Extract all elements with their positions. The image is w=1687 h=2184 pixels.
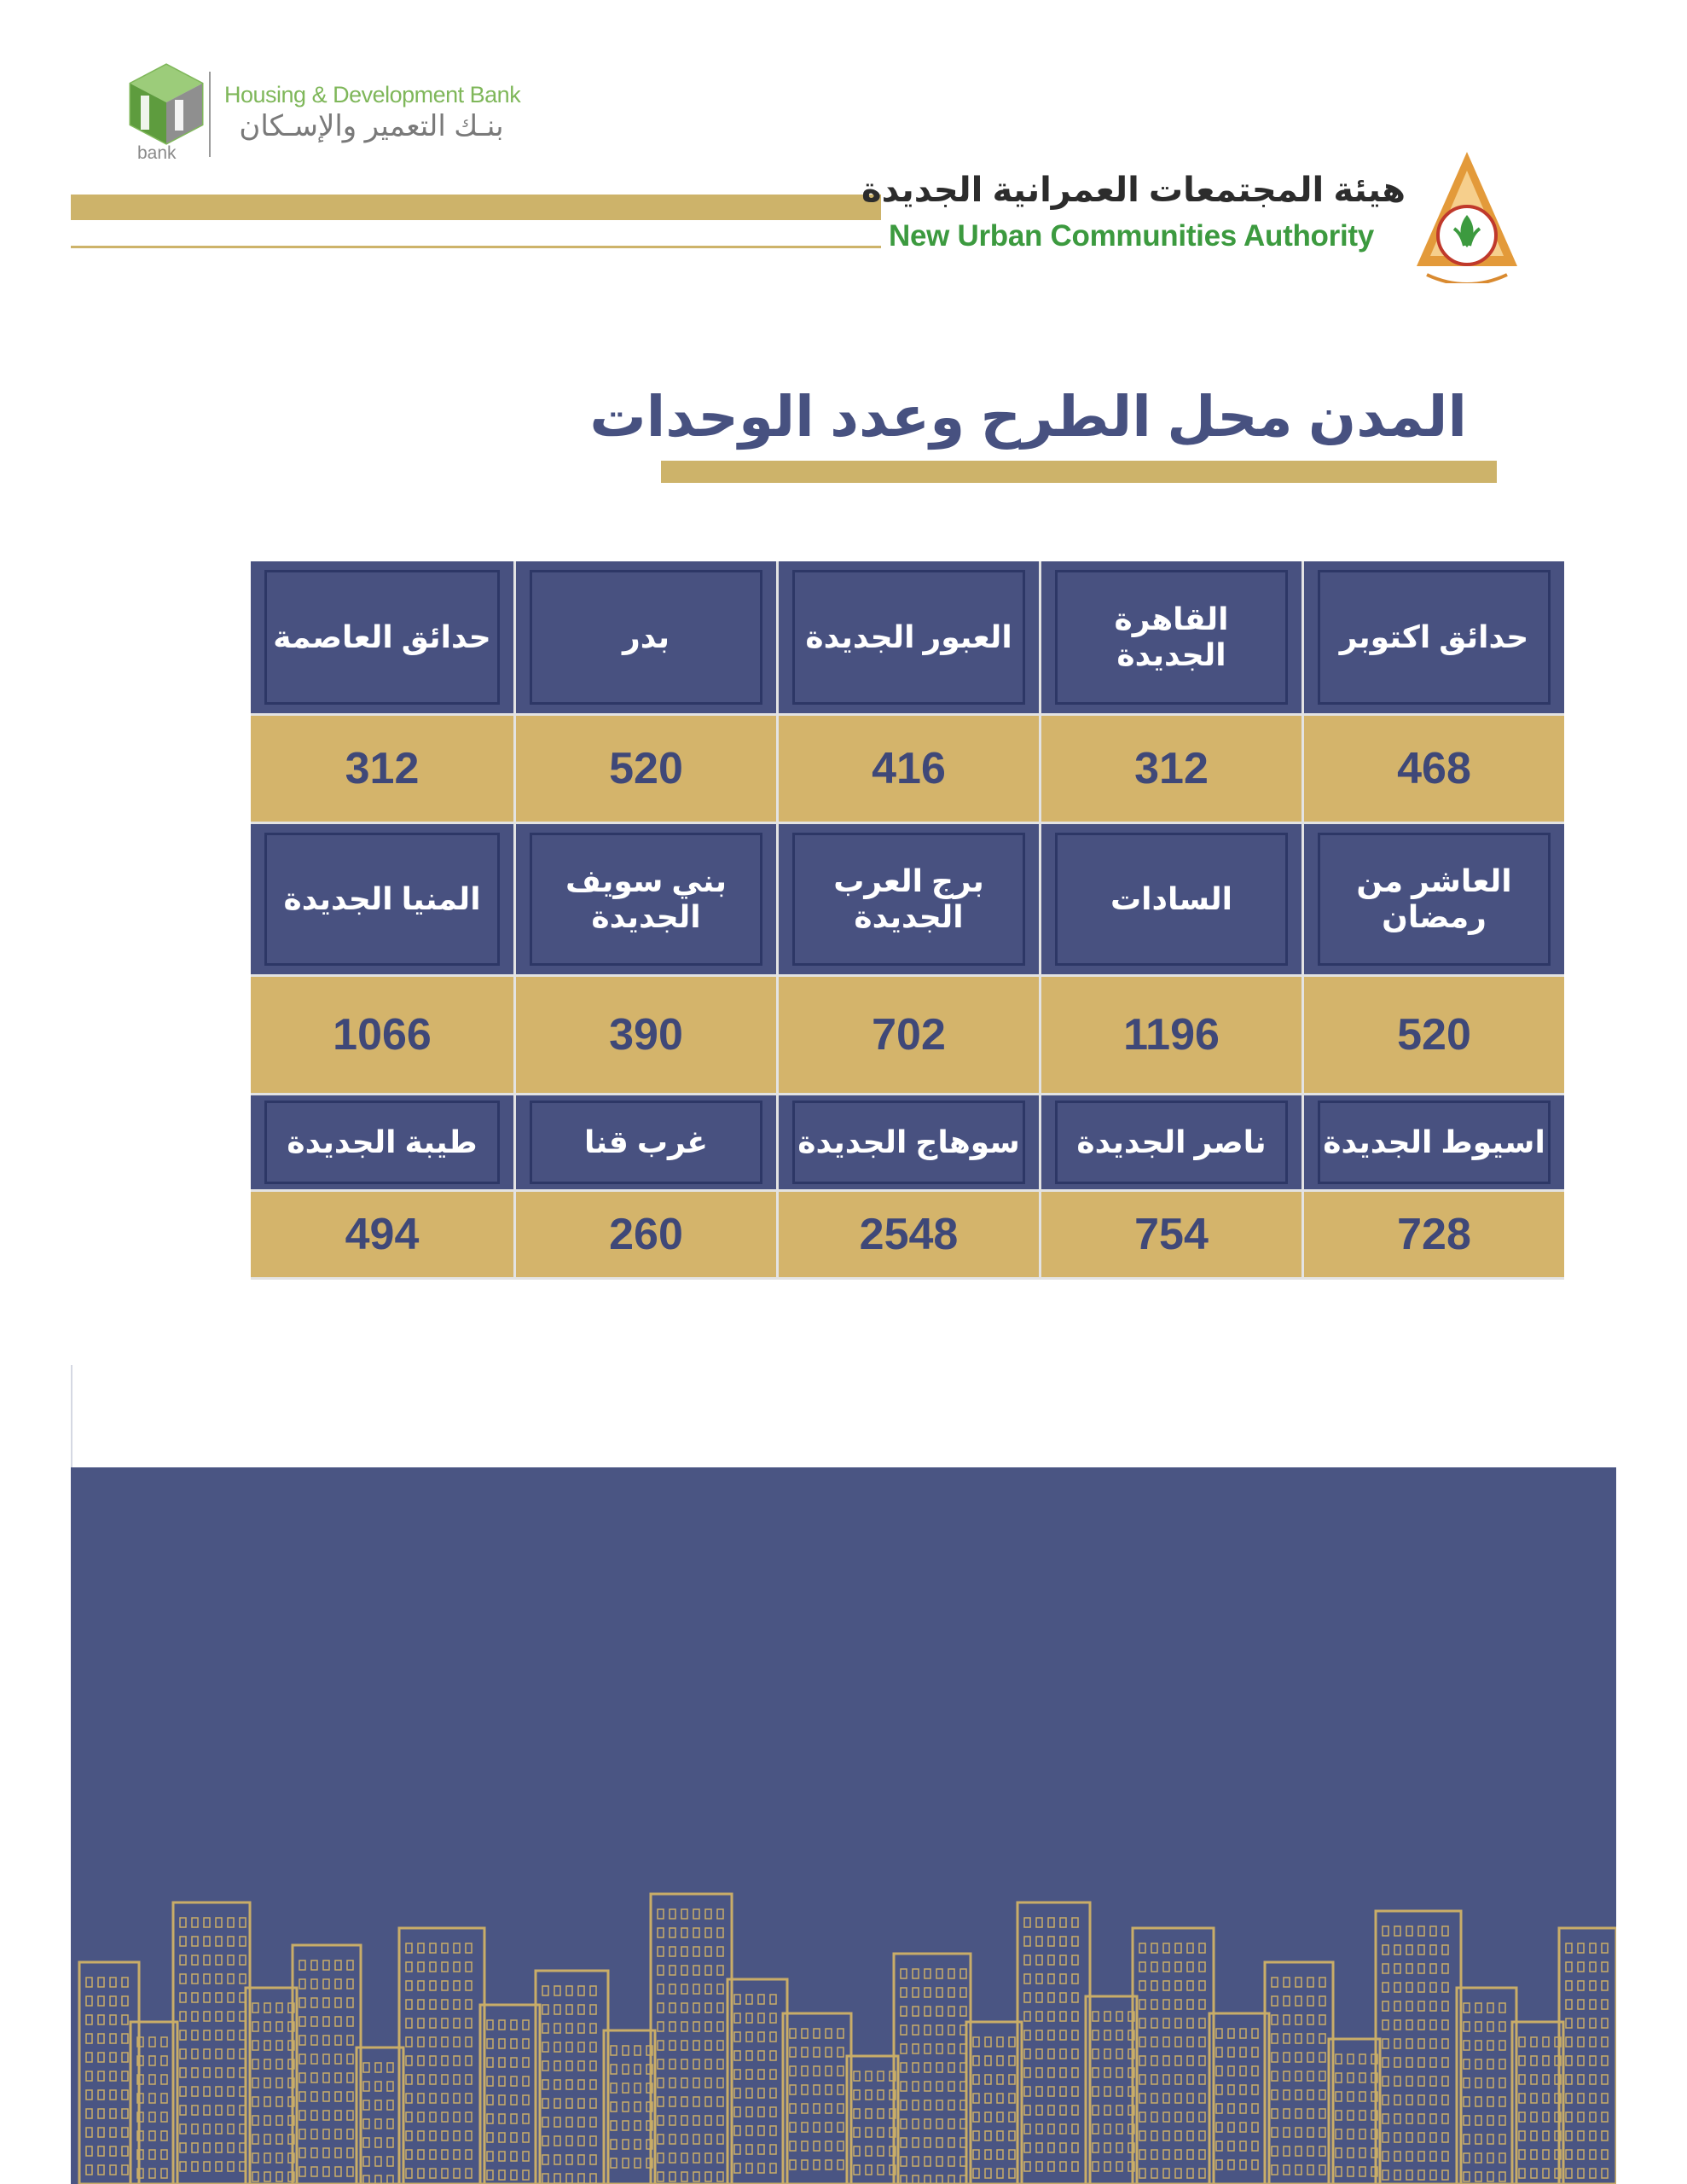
table-cell-city <box>1301 561 1564 713</box>
table-cell-city <box>513 824 776 974</box>
bank-name-en: Housing & Development Bank <box>224 82 521 107</box>
unit-count: 1196 <box>1039 977 1301 1093</box>
table-cell-city <box>251 561 513 713</box>
skyline-building <box>130 2022 177 2184</box>
skyline-building <box>1133 1928 1214 2184</box>
skyline-building <box>399 1928 484 2184</box>
table-row-units-1 <box>251 713 1564 822</box>
table-cell-city <box>776 561 1039 713</box>
cities-units-table <box>251 561 1564 1280</box>
skyline-building <box>1559 1928 1616 2184</box>
table-cell-city <box>513 1095 776 1189</box>
skyline-building <box>1017 1902 1090 2184</box>
table-cell-city <box>513 561 776 713</box>
skyline-building <box>1086 1996 1137 2184</box>
city-skyline-icon <box>71 1843 1616 2184</box>
city-name: العبور الجديدة <box>792 570 1025 705</box>
unit-count: 494 <box>251 1192 513 1277</box>
authority-name-en: New Urban Communities Authority <box>889 219 1374 253</box>
city-name: العاشر من رمضان <box>1318 833 1551 966</box>
unit-count: 520 <box>513 716 776 822</box>
skyline-building <box>728 1979 787 2184</box>
hd-bank-cube-icon <box>124 61 209 147</box>
skyline-building <box>894 1954 971 2184</box>
skyline-building <box>357 2048 403 2184</box>
city-name: السادات <box>1055 833 1288 966</box>
skyline-building <box>1265 1962 1333 2184</box>
unit-count: 312 <box>251 716 513 822</box>
table-row-units-2 <box>251 974 1564 1093</box>
unit-count: 754 <box>1039 1192 1301 1277</box>
table-cell-city <box>1039 561 1301 713</box>
table-row-units-3 <box>251 1189 1564 1280</box>
table-cell-city <box>251 824 513 974</box>
skyline-building <box>480 2005 540 2184</box>
footer-panel <box>71 1467 1616 2184</box>
table-row-cities-3 <box>251 1093 1564 1189</box>
skyline-building <box>604 2030 655 2184</box>
table-cell-city <box>1301 1095 1564 1189</box>
page-title: المدن محل الطرح وعدد الوحدات <box>589 385 1467 448</box>
authority-name-ar: هيئة المجتمعات العمرانية الجديدة <box>861 171 1406 209</box>
unit-count: 390 <box>513 977 776 1093</box>
unit-count: 2548 <box>776 1192 1039 1277</box>
unit-count: 312 <box>1039 716 1301 822</box>
table-row-cities-2 <box>251 822 1564 974</box>
bank-name-ar: بنـك التعمير والإسـكان <box>239 110 504 142</box>
skyline-building <box>847 2056 898 2184</box>
unit-count: 1066 <box>251 977 513 1093</box>
city-name: حدائق اكتوبر <box>1318 570 1551 705</box>
city-name: ناصر الجديدة <box>1055 1101 1288 1184</box>
header-gold-bar <box>71 195 881 220</box>
city-name: سوهاج الجديدة <box>792 1101 1025 1184</box>
skyline-building <box>966 2022 1022 2184</box>
table-cell-city <box>1039 1095 1301 1189</box>
bank-logo-divider <box>209 72 211 157</box>
nuca-emblem-icon <box>1412 147 1522 283</box>
unit-count: 260 <box>513 1192 776 1277</box>
skyline-building <box>1457 1988 1516 2184</box>
city-name: طيبة الجديدة <box>264 1101 500 1184</box>
skyline-building <box>246 1988 297 2184</box>
footer-divider-line <box>71 1365 72 1467</box>
header-gold-line <box>71 246 881 248</box>
unit-count: 416 <box>776 716 1039 822</box>
bank-logo-word: bank <box>137 143 177 163</box>
city-name: برج العرب الجديدة <box>792 833 1025 966</box>
skyline-building <box>1376 1911 1461 2184</box>
title-underline <box>661 461 1497 483</box>
unit-count: 702 <box>776 977 1039 1093</box>
table-cell-city <box>1039 824 1301 974</box>
city-name: بدر <box>530 570 762 705</box>
table-cell-city <box>776 1095 1039 1189</box>
skyline-building <box>783 2013 851 2184</box>
skyline-building <box>293 1945 361 2184</box>
city-name: غرب قنا <box>530 1101 762 1184</box>
skyline-building <box>1512 2022 1563 2184</box>
city-name: بني سويف الجديدة <box>530 833 762 966</box>
table-cell-city <box>1301 824 1564 974</box>
city-name: حدائق العاصمة <box>264 570 500 705</box>
unit-count: 728 <box>1301 1192 1564 1277</box>
city-name: القاهرة الجديدة <box>1055 570 1288 705</box>
table-cell-city <box>251 1095 513 1189</box>
table-row-cities-1 <box>251 561 1564 713</box>
skyline-building <box>651 1894 732 2184</box>
unit-count: 468 <box>1301 716 1564 822</box>
skyline-building <box>536 1971 608 2184</box>
skyline-building <box>1329 2039 1380 2184</box>
table-cell-city <box>776 824 1039 974</box>
unit-count: 520 <box>1301 977 1564 1093</box>
city-name: المنيا الجديدة <box>264 833 500 966</box>
city-name: اسيوط الجديدة <box>1318 1101 1551 1184</box>
skyline-building <box>173 1902 250 2184</box>
skyline-building <box>1209 2013 1269 2184</box>
bank-logo <box>124 61 525 172</box>
